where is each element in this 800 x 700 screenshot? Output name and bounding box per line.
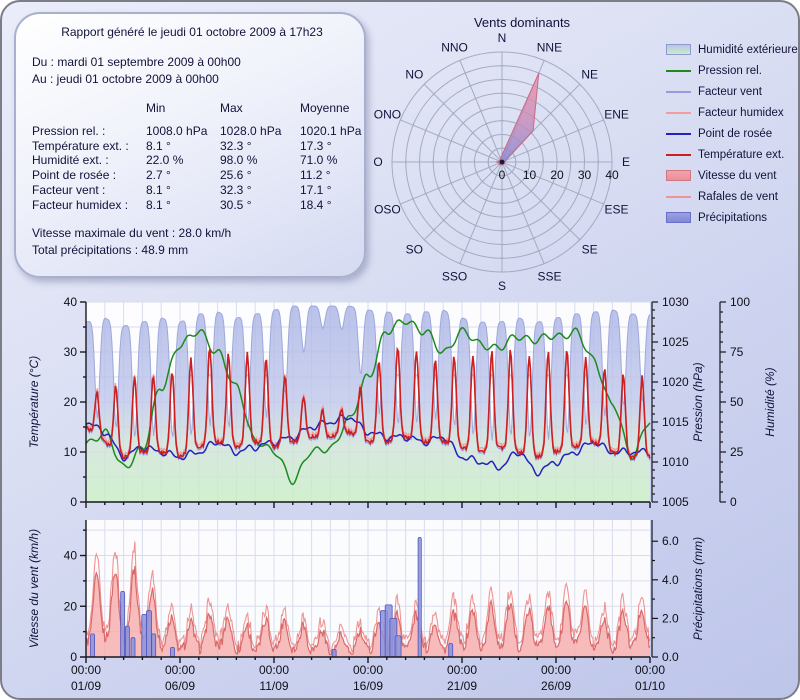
legend-label: Précipitations xyxy=(698,211,768,224)
stat-label: Point de rosée : xyxy=(32,168,117,183)
legend xyxy=(666,39,798,228)
temp-axis xyxy=(27,295,77,509)
svg-text:1010: 1010 xyxy=(662,455,689,469)
svg-text:00:00: 00:00 xyxy=(164,663,196,677)
stat-min: 1008.0 hPa xyxy=(146,123,208,138)
legend-swatch xyxy=(666,196,691,198)
stat-mean: 71.0 % xyxy=(300,153,338,168)
wind-precip-chart xyxy=(2,514,800,700)
main-weather-chart xyxy=(2,294,800,518)
stat-min: 2.7 ° xyxy=(146,168,171,183)
stat-min: 22.0 % xyxy=(146,153,184,168)
svg-text:6.0: 6.0 xyxy=(662,534,679,549)
legend-swatch xyxy=(666,91,691,93)
precip-axis-labels xyxy=(662,534,705,664)
legend-label: Humidité extérieure xyxy=(698,43,798,56)
rose-center-dot xyxy=(500,160,505,165)
legend-label: Facteur humidex xyxy=(698,106,784,119)
svg-text:20: 20 xyxy=(63,599,77,614)
svg-text:10: 10 xyxy=(522,168,537,182)
legend-label: Rafales de vent xyxy=(698,190,778,203)
legend-item xyxy=(666,207,798,228)
svg-text:50: 50 xyxy=(730,395,744,409)
stat-mean: 17.3 ° xyxy=(300,138,332,153)
svg-text:1030: 1030 xyxy=(662,295,689,309)
svg-text:40: 40 xyxy=(63,548,77,563)
svg-text:Humidité (%): Humidité (%) xyxy=(763,367,777,437)
humidity-axis-labels xyxy=(730,295,777,509)
stat-mean: 1020.1 hPa xyxy=(300,123,362,138)
svg-text:NNE: NNE xyxy=(536,40,563,55)
svg-text:0.0: 0.0 xyxy=(662,650,679,664)
stat-header: Max xyxy=(220,101,243,115)
stat-label: Facteur humidex : xyxy=(32,197,129,212)
svg-text:N: N xyxy=(497,31,507,45)
svg-text:0: 0 xyxy=(730,495,737,509)
wind-rose-chart xyxy=(372,10,672,300)
svg-text:OSO: OSO xyxy=(374,202,401,217)
svg-text:SSO: SSO xyxy=(441,269,468,284)
svg-text:01/10: 01/10 xyxy=(634,679,666,693)
stats-table xyxy=(32,101,362,213)
legend-item xyxy=(666,81,798,102)
svg-text:ENE: ENE xyxy=(604,107,629,122)
svg-text:100: 100 xyxy=(730,295,751,309)
rose-radial-labels xyxy=(499,168,619,182)
svg-text:40: 40 xyxy=(63,295,77,309)
legend-label: Pression rel. xyxy=(698,64,762,77)
svg-text:SE: SE xyxy=(581,242,598,257)
pressure-axis-labels xyxy=(662,295,705,509)
svg-text:01/09: 01/09 xyxy=(70,679,102,693)
stat-max: 32.3 ° xyxy=(220,138,252,153)
svg-text:10: 10 xyxy=(63,445,77,459)
svg-text:20: 20 xyxy=(550,168,564,182)
stat-header: Min xyxy=(146,101,166,115)
svg-text:00:00: 00:00 xyxy=(70,663,102,677)
svg-text:30: 30 xyxy=(63,345,77,359)
stat-label: Température ext. : xyxy=(32,138,129,153)
svg-text:SSE: SSE xyxy=(537,269,562,284)
stat-min: 8.1 ° xyxy=(146,182,171,197)
svg-text:06/09: 06/09 xyxy=(164,679,196,693)
svg-text:Température (°C): Température (°C) xyxy=(27,355,41,449)
stat-mean: 17.1 ° xyxy=(300,182,332,197)
legend-item xyxy=(666,39,798,60)
svg-text:0: 0 xyxy=(498,168,506,182)
time-axis-labels xyxy=(71,663,665,693)
legend-label: Vitesse du vent xyxy=(698,169,777,182)
svg-text:1005: 1005 xyxy=(662,495,689,509)
svg-text:Vitesse du vent (km/h): Vitesse du vent (km/h) xyxy=(27,528,41,649)
svg-text:SO: SO xyxy=(405,242,423,257)
stat-max: 25.6 ° xyxy=(220,168,252,183)
legend-item xyxy=(666,144,798,165)
period-from: Du : mardi 01 septembre 2009 à 00h00 xyxy=(32,55,241,69)
wind-rose-title: Vents dominants xyxy=(473,15,571,30)
summary-footer xyxy=(32,225,352,260)
svg-text:S: S xyxy=(497,279,507,293)
svg-text:00:00: 00:00 xyxy=(258,663,290,677)
stat-mean: 11.2 ° xyxy=(300,168,331,183)
legend-item xyxy=(666,186,798,207)
report-title: Rapport généré le jeudi 01 octobre 2009 à 17h23 xyxy=(61,25,323,39)
wind-max-text: Vitesse maximale du vent : 28.0 km/h xyxy=(32,225,232,240)
svg-text:25: 25 xyxy=(730,445,744,459)
svg-text:0: 0 xyxy=(70,650,77,664)
svg-text:30: 30 xyxy=(577,168,592,182)
stat-max: 30.5 ° xyxy=(220,197,252,212)
legend-swatch xyxy=(666,154,691,156)
legend-swatch xyxy=(666,170,691,181)
stat-header: Moyenne xyxy=(300,101,350,115)
precip-total-text: Total précipitations : 48.9 mm xyxy=(32,243,189,258)
svg-text:O: O xyxy=(373,155,383,169)
svg-text:00:00: 00:00 xyxy=(634,663,666,677)
stat-max: 32.3 ° xyxy=(220,182,252,197)
stat-mean: 18.4 ° xyxy=(300,197,332,212)
svg-text:11/09: 11/09 xyxy=(259,679,289,693)
legend-label: Point de rosée xyxy=(698,127,773,140)
rose-polygon xyxy=(497,73,539,165)
period-to: Au : jeudi 01 octobre 2009 à 00h00 xyxy=(32,72,219,86)
precip-axis xyxy=(652,520,658,657)
svg-text:40: 40 xyxy=(605,168,619,182)
legend-label: Température ext. xyxy=(698,148,785,161)
stat-min: 8.1 ° xyxy=(146,197,171,212)
legend-label: Facteur vent xyxy=(698,85,762,98)
svg-text:NO: NO xyxy=(405,67,424,82)
pressure-axis xyxy=(652,302,658,502)
stat-label: Facteur vent : xyxy=(32,182,106,197)
legend-item xyxy=(666,60,798,81)
svg-text:4.0: 4.0 xyxy=(662,572,679,587)
svg-text:00:00: 00:00 xyxy=(446,663,478,677)
legend-item xyxy=(666,165,798,186)
svg-text:1020: 1020 xyxy=(662,375,689,389)
legend-swatch xyxy=(666,133,691,135)
svg-text:Pression (hPa): Pression (hPa) xyxy=(691,362,705,442)
stat-max: 1028.0 hPa xyxy=(220,123,282,138)
svg-text:1015: 1015 xyxy=(662,415,689,429)
svg-text:NE: NE xyxy=(581,67,599,82)
svg-text:1025: 1025 xyxy=(662,335,689,349)
svg-text:16/09: 16/09 xyxy=(352,679,384,693)
svg-text:E: E xyxy=(621,155,631,169)
legend-item xyxy=(666,123,798,144)
svg-text:75: 75 xyxy=(730,345,744,359)
svg-text:26/09: 26/09 xyxy=(540,679,572,693)
svg-text:Précipitations (mm): Précipitations (mm) xyxy=(691,536,705,641)
svg-text:ONO: ONO xyxy=(373,107,402,122)
svg-text:00:00: 00:00 xyxy=(352,663,384,677)
stat-label: Pression rel. : xyxy=(32,123,106,138)
svg-text:00:00: 00:00 xyxy=(540,663,572,677)
wind-axis-labels xyxy=(27,529,77,664)
stat-max: 98.0 % xyxy=(220,153,258,168)
stat-corner xyxy=(32,101,146,124)
legend-swatch xyxy=(666,70,691,72)
humidity-axis xyxy=(720,302,726,502)
svg-text:2.0: 2.0 xyxy=(662,611,679,626)
legend-swatch xyxy=(666,212,691,223)
legend-swatch xyxy=(666,44,691,55)
svg-text:20: 20 xyxy=(63,395,77,409)
svg-text:NNO: NNO xyxy=(441,40,468,55)
legend-item xyxy=(666,102,798,123)
report-period xyxy=(32,54,352,88)
summary-panel xyxy=(14,12,366,278)
legend-swatch xyxy=(666,112,691,114)
svg-text:ESE: ESE xyxy=(604,202,629,217)
stat-min: 8.1 ° xyxy=(146,138,171,153)
svg-text:21/09: 21/09 xyxy=(446,679,478,693)
svg-text:0: 0 xyxy=(70,495,77,509)
stat-label: Humidité ext. : xyxy=(32,153,109,168)
